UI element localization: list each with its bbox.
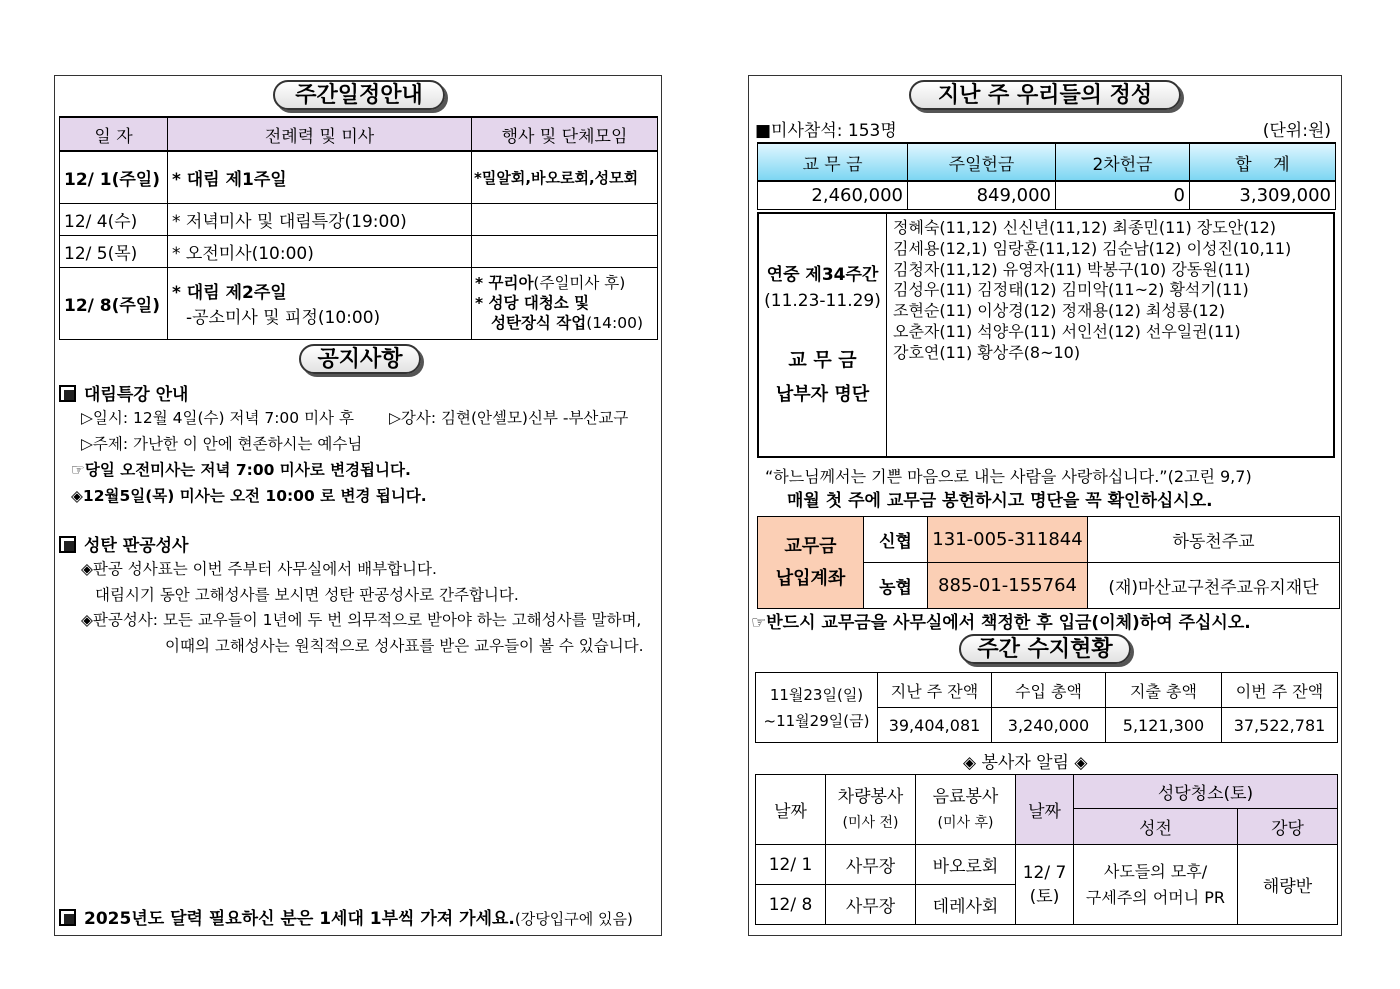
schedule-events: [472, 235, 658, 267]
donor-list-label-1: 교 무 금: [788, 349, 857, 371]
schedule-title: 주간일정안내: [273, 80, 445, 110]
table-row: [756, 845, 1338, 885]
lecture-speaker: ▷강사: 김현(안셀모)신부 -부산교구: [389, 409, 629, 427]
finance-table: [755, 672, 1338, 743]
lecture-date: ▷일시: 12월 4일(수) 저녁 7:00 미사 후: [81, 409, 354, 427]
header-tithe: 교 무 금: [758, 143, 908, 181]
header-income: 수입 총액: [992, 673, 1106, 708]
thursday-mass-change: ◈12월5일(목) 미사는 오전 10:00 로 변경 됩니다.: [71, 487, 427, 505]
event-curia: * 꾸리아: [475, 274, 534, 292]
hall-cleaning: 해량반: [1238, 845, 1338, 925]
finance-period-2: ~11월29일(금): [763, 711, 870, 730]
header-drink-service: 음료봉사 (미사 후): [916, 775, 1016, 845]
offering-header-row: [758, 143, 1336, 181]
confession-line-3: ◈판공성사: 모든 교우들이 1년에 두 번 의무적으로 받아야 하는 고해성사를 말하며,: [81, 611, 642, 629]
schedule-liturgy: * 대림 제2주일: [172, 283, 287, 303]
total-value: 3,309,000: [1190, 181, 1336, 209]
donor-line: 정혜숙(11,12) 신신년(11,12) 최종민(11) 장도안(12): [893, 218, 1276, 237]
tithe-reminder: 매월 첫 주에 교무금 봉헌하시고 명단을 꼭 확인하십시오.: [787, 491, 1213, 511]
morning-mass-change: ☞당일 오전미사는 저녁 7:00 미사로 변경됩니다.: [71, 461, 411, 479]
prev-balance-value: 39,404,081: [878, 708, 992, 743]
drink-volunteer: 데레사회: [916, 885, 1016, 925]
account-label-cell: [758, 517, 864, 609]
offering-title: 지난 주 우리들의 정성: [909, 80, 1181, 110]
confession-line-2: 대림시기 동안 고해성사를 보시면 성탄 판공성사로 간주합니다.: [95, 586, 519, 604]
tithe-donor-box: [757, 212, 1335, 458]
header-events: 행사 및 단체모임: [472, 117, 658, 151]
notice-confession-heading: 성탄 판공성사: [59, 531, 188, 556]
schedule-events-cell: [472, 267, 658, 339]
lecture-topic: ▷주제: 가난한 이 안에 현존하시는 예수님: [81, 435, 363, 453]
finance-header-row: [756, 673, 1338, 708]
week-range: (11.23-11.29): [764, 291, 881, 311]
donor-label-cell: [759, 214, 887, 456]
car-volunteer: 사무장: [826, 885, 916, 925]
checkbox-square-icon: [59, 909, 76, 926]
account-table: [757, 516, 1340, 609]
sanctuary-group-2: 구세주의 어머니 PR: [1085, 887, 1226, 907]
schedule-liturgy: * 오전미사(10:00): [168, 235, 472, 267]
volunteer-header-row: [756, 775, 1338, 809]
schedule-table: [59, 116, 658, 340]
header-expense: 지출 총액: [1106, 673, 1222, 708]
finance-period-1: 11월23일(일): [769, 685, 864, 704]
donor-line: 김성우(11) 김정태(12) 김미악(11~2) 황석기(11): [893, 280, 1249, 300]
notice-advent-lecture-heading: 대림특강 안내: [59, 380, 188, 405]
account-number: 131-005-311844: [928, 517, 1088, 563]
header-liturgy: 전례력 및 미사: [168, 117, 472, 151]
header-sanctuary: 성전: [1074, 809, 1238, 845]
account-row: [758, 517, 1340, 563]
expense-value: 5,121,300: [1106, 708, 1222, 743]
table-row: [60, 151, 658, 203]
schedule-liturgy: * 저녁미사 및 대림특강(19:00): [168, 203, 472, 235]
drink-volunteer: 바오로회: [916, 845, 1016, 885]
volunteer-table: [755, 774, 1338, 925]
schedule-date: 12/ 5(목): [60, 235, 168, 267]
account-holder: (재)마산교구천주교유지재단: [1088, 563, 1340, 609]
donor-line: 오춘자(11) 석양우(11) 서인선(12) 선우일권(11): [893, 321, 1241, 341]
header-prev-balance: 지난 주 잔액: [878, 673, 992, 708]
header-balance: 이번 주 잔액: [1222, 673, 1338, 708]
second-collection-value: 0: [1056, 181, 1190, 209]
header-hall: 강당: [1238, 809, 1338, 845]
confession-line-1: ◈판공 성사표는 이번 주부터 사무실에서 배부합니다.: [81, 560, 437, 578]
event-cleaning: * 성당 대청소 및: [475, 294, 590, 312]
finance-period-cell: [756, 673, 878, 743]
donor-line: 강호연(11) 황상주(8~10): [893, 342, 1081, 362]
offering-panel: [748, 75, 1342, 936]
volunteer-date: 12/ 8: [756, 885, 826, 925]
notice-calendar: 2025년도 달력 필요하신 분은 1세대 1부씩 가져 가세요.(강당입구에 있음): [59, 904, 633, 929]
schedule-events: *밀알회,바오로회,성모회: [472, 151, 658, 203]
cleaning-date-cell: [1016, 845, 1074, 925]
income-value: 3,240,000: [992, 708, 1106, 743]
notice-title: 공지사항: [299, 344, 421, 374]
account-note: ☞반드시 교무금을 사무실에서 책정한 후 입금(이체)하여 주십시오.: [751, 613, 1251, 633]
schedule-header-row: [60, 117, 658, 151]
account-label-2: 납입계좌: [775, 567, 846, 589]
currency-unit: (단위:원): [1262, 121, 1331, 141]
header-date: 날짜: [756, 775, 826, 845]
schedule-liturgy-sub: -공소미사 및 피정(10:00): [186, 308, 381, 328]
sunday-collection-value: 849,000: [908, 181, 1056, 209]
donor-list-label-2: 납부자 명단: [775, 384, 870, 405]
event-curia-time: (주일미사 후): [533, 274, 626, 292]
header-date: 일 자: [60, 117, 168, 151]
donor-line: 조현순(11) 이상경(12) 정재용(12) 최성룡(12): [893, 301, 1226, 321]
donor-names: [893, 218, 1291, 364]
table-row: [60, 267, 658, 339]
event-decoration-time: (14:00): [586, 314, 644, 332]
volunteer-date: 12/ 1: [756, 845, 826, 885]
checkbox-square-icon: [59, 385, 76, 402]
sanctuary-group-1: 사도들의 모후/: [1103, 861, 1208, 881]
table-row: [60, 235, 658, 267]
header-second-collection: 2차헌금: [1056, 143, 1190, 181]
weekly-schedule-panel: [54, 75, 662, 936]
donor-line: 김세용(12,1) 임랑훈(11,12) 김순남(12) 이성진(10,11): [893, 238, 1292, 258]
cleaning-day: (토): [1029, 886, 1060, 907]
donor-line: 김청자(11,12) 유영자(11) 박봉구(10) 강동원(11): [893, 259, 1251, 279]
week-label: 연중 제34주간: [766, 265, 879, 285]
schedule-liturgy: * 대림 제1주일: [168, 151, 472, 203]
offering-table: [757, 142, 1336, 210]
account-holder: 하동천주교: [1088, 517, 1340, 563]
volunteer-title: ◈ 봉사자 알림 ◈: [963, 753, 1088, 773]
car-volunteer: 사무장: [826, 845, 916, 885]
table-row: [60, 203, 658, 235]
header-car-service: 차량봉사 (미사 전): [826, 775, 916, 845]
header-cleaning: 성당청소(토): [1074, 775, 1338, 809]
schedule-liturgy-cell: [168, 267, 472, 339]
cleaning-date: 12/ 7: [1022, 862, 1067, 883]
schedule-date: 12/ 4(수): [60, 203, 168, 235]
header-sunday-collection: 주일헌금: [908, 143, 1056, 181]
header-cleaning-date: 날짜: [1016, 775, 1074, 845]
finance-title: 주간 수지현황: [959, 634, 1131, 664]
schedule-date: 12/ 1(주일): [60, 151, 168, 203]
offering-values-row: [758, 181, 1336, 209]
mass-attendance: ■미사참석: 153명: [755, 121, 897, 141]
schedule-date: 12/ 8(주일): [60, 267, 168, 339]
event-decoration: 성탄장식 작업: [491, 314, 587, 332]
calendar-location-note: (강당입구에 있음): [514, 910, 633, 928]
balance-value: 37,522,781: [1222, 708, 1338, 743]
bank-name: 신협: [864, 517, 928, 563]
schedule-events: [472, 203, 658, 235]
bank-name: 농협: [864, 563, 928, 609]
confession-line-4: 이때의 고해성사는 원칙적으로 성사표를 받은 교우들이 볼 수 있습니다.: [165, 637, 644, 655]
tithe-value: 2,460,000: [758, 181, 908, 209]
account-number: 885-01-155764: [928, 563, 1088, 609]
scripture-quote: “하느님께서는 기쁜 마음으로 내는 사람을 사랑하십니다.”(2고린 9,7): [765, 467, 1252, 486]
account-label-1: 교무금: [784, 535, 837, 557]
checkbox-square-icon: [59, 536, 76, 553]
header-total: 합 계: [1190, 143, 1336, 181]
sanctuary-cleaning-cell: [1074, 845, 1238, 925]
